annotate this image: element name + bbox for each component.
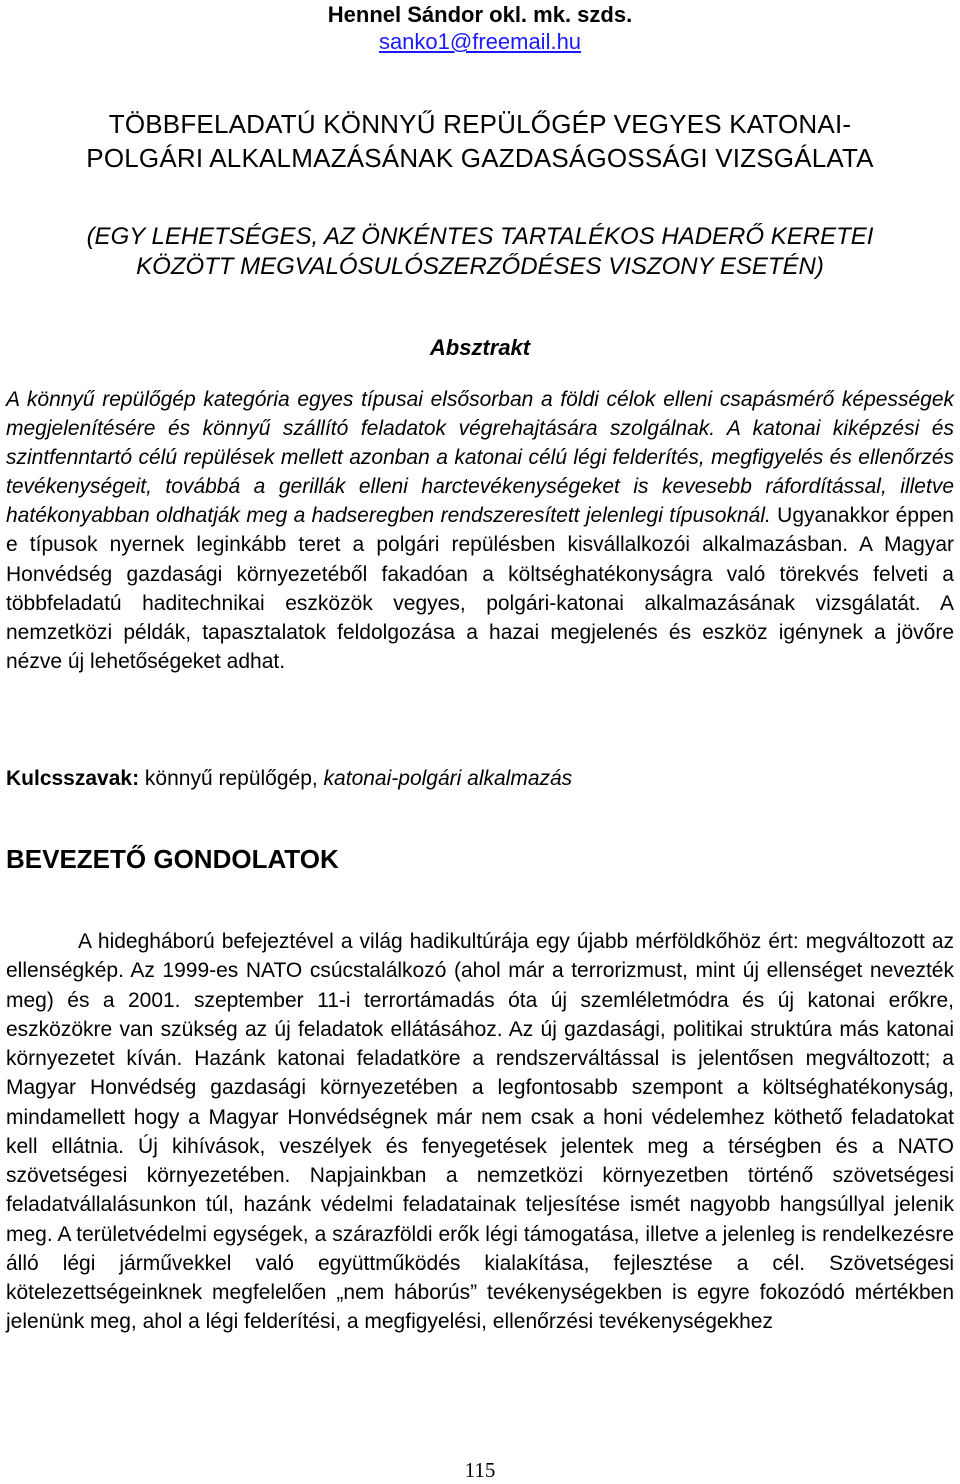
paper-subtitle-line-1: (EGY LEHETSÉGES, AZ ÖNKÉNTES TARTALÉKOS HADERŐ KERETEI: [86, 223, 874, 250]
keywords-label: Kulcsszavak:: [6, 767, 140, 790]
section-paragraph: A hidegháború befejeztével a világ hadikultúrája egy újabb mérföldkőhöz ért: megváltozott az ellenségkép. Az 1999-es NATO csúcstalálkozó (ahol már a terrorizmust, mint új ellenséget nevezték meg) és a 2001. szeptember 11-i terrortámadás óta új szemléletmódra és új katonai erőkre, eszközökre van szükség az új feladatok ellátásához. Az új gazdasági, politikai struktúra más katonai környezetet kíván. Hazánk katonai feladatköre a rendszerváltással is jelentősen megváltozott; a Magyar Honvédség gazdasági környezetében a legfontosabb szempont a költséghatékonyság, mindamellett hogy a Magyar Honvédségnek már nem csak a honi védelemhez köthető feladatokat kell ellátnia. Új kihívások, veszélyek és fenyegetések jelentek meg a térségben és a NATO szövetségesi környezetében. Napjainkban a nemzetközi környezetben történő szövetségesi feladatvállalásunkon túl, hazánk védelmi feladatainak teljesítése ismét nagyobb hangsúllyal jelenik meg. A területvédelmi egységek, a szárazföldi erők légi támogatása, illetve a jelenleg is rendelkezésre álló légi járművekkel való együttműködés kialakítása, fejlesztése a cél. Szövetségesi kötelezettségeinknek megfelelően „nem háborús” tevékenységekben is egyre fokozódó mértékben jelenünk meg, ahol a légi felderítési, a megfigyelési, ellenőrzési tevékenységekhez: [6, 930, 954, 1334]
paper-title: [0, 107, 960, 175]
abstract-text-normal: Ugyanakkor éppen e típusok nyernek leginkább teret a polgári repülésben kisvállalkozói alkalmazásban. A Magyar Honvédség gazdasági környezetéből fakadóan a költséghatékonyságra való törekvés felveti a többfeladatú haditechnikai eszközök vegyes, polgári-katonai alkalmazásának vizsgálatát. A nemzetközi példák, tapasztalatok feldolgozása a hazai megjelenés és eszköz igénynek a jövőre nézve új lehetőségeket adhat.: [6, 504, 954, 673]
paper-subtitle: [0, 222, 960, 282]
author-email-link[interactable]: sanko1@freemail.hu: [378, 29, 582, 54]
paper-title-line-1: TÖBBFELADATÚ KÖNNYŰ REPÜLŐGÉP VEGYES KATONAI-: [108, 109, 852, 139]
author-name: Hennel Sándor okl. mk. szds.: [327, 2, 633, 27]
paper-title-line-2: POLGÁRI ALKALMAZÁSÁNAK GAZDASÁGOSSÁGI VIZSGÁLATA: [86, 143, 874, 173]
page-number: 115: [464, 1458, 496, 1482]
abstract-paragraph: [6, 385, 954, 676]
keywords-value-italic: katonai-polgári alkalmazás: [317, 767, 573, 790]
keywords-value: könnyű repülőgép,: [139, 767, 318, 790]
abstract-text-italic-2: A katonai kiképzési és szintfenntartó célú repülések mellett azonban a katonai célú légi felderítés, megfigyelés és ellenőrzés tevékenységeit, továbbá a gerillák elleni harctevékenységeket is kevesebb ráfordítással, illetve hatékonyabban oldhatják meg a hadseregben rendszeresített jelenlegi típusoknál.: [6, 417, 954, 528]
paper-subtitle-line-2: KÖZÖTT MEGVALÓSULÓSZERZŐDÉSES VISZONY ESETÉN): [136, 253, 824, 280]
keywords-line: [6, 764, 954, 794]
abstract-text-italic: A könnyű repülőgép kategória egyes típusai elsősorban a földi célok elleni csapásmérő képességek megjelenítésére és könnyű szállító feladatok végrehajtására szolgálnak.: [6, 388, 954, 441]
abstract-heading: Absztrakt: [429, 335, 531, 360]
section-heading: BEVEZETŐ GONDOLATOK: [6, 844, 339, 874]
